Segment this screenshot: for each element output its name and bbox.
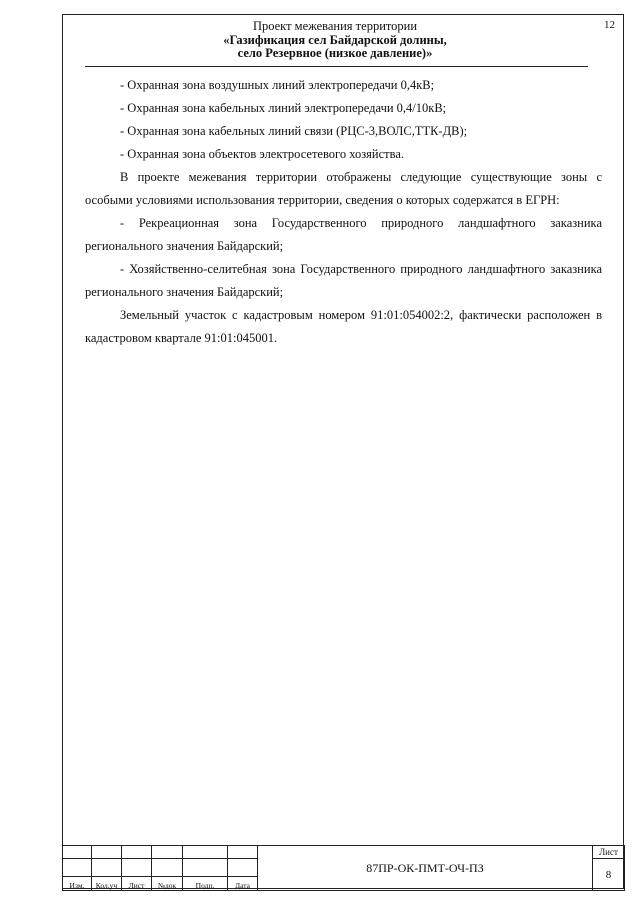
title-block-cell: [228, 846, 258, 859]
title-block-cell: [183, 859, 228, 877]
document-body: [85, 74, 602, 350]
label-count: Кол.уч: [92, 877, 122, 891]
document-code: 87ПР-ОК-ПМТ-ОЧ-ПЗ: [258, 846, 593, 891]
title-block-table: [62, 845, 625, 891]
title-block-cell: [122, 859, 152, 877]
sheet-label: Лист: [593, 846, 625, 859]
title-block-cell: [228, 859, 258, 877]
title-block-cell: [152, 859, 183, 877]
title-block-cell: [63, 846, 92, 859]
paragraph: - Охранная зона кабельных линий электропередачи 0,4/10кВ;: [120, 101, 447, 115]
title-block-cell: [122, 846, 152, 859]
label-change: Изм.: [63, 877, 92, 891]
header-line-1: Проект межевания территории: [252, 19, 418, 33]
title-block-cell: [92, 859, 122, 877]
document-header: [85, 20, 585, 61]
label-doc-number: №док: [152, 877, 183, 891]
paragraph: - Хозяйственно-селитебная зона Государственного природного ландшафтного заказника регионального значения Байдарский;: [85, 262, 602, 299]
header-line-2: «Газификация сел Байдарской долины,: [223, 32, 447, 47]
header-line-3: село Резервное (низкое давление)»: [237, 46, 433, 60]
title-block-cell: [63, 859, 92, 877]
paragraph: - Охранная зона воздушных линий электропередачи 0,4кВ;: [120, 78, 435, 92]
page-number: 12: [604, 19, 615, 31]
paragraph: - Охранная зона объектов электросетевого хозяйства.: [120, 147, 405, 161]
label-sheet: Лист: [122, 877, 152, 891]
label-date: Дата: [228, 877, 258, 891]
title-block-cell: [152, 846, 183, 859]
label-signature: Подп.: [183, 877, 228, 891]
header-divider: [85, 66, 588, 67]
title-block-cell: [183, 846, 228, 859]
title-block-cell: [92, 846, 122, 859]
paragraph: - Рекреационная зона Государственного природного ландшафтного заказника регионального значения Байдарский;: [85, 216, 602, 253]
sheet-number: 8: [593, 859, 625, 891]
title-block: [62, 845, 624, 889]
paragraph: В проекте межевания территории отображены следующие существующие зоны с особыми условиями использования территории, сведения о которых содержатся в ЕГРН:: [85, 170, 602, 207]
paragraph: Земельный участок с кадастровым номером 91:01:054002:2, фактически расположен в кадастровом квартале 91:01:045001.: [85, 308, 602, 345]
paragraph: - Охранная зона кабельных линий связи (РЦС-3,ВОЛС,ТТК-ДВ);: [120, 124, 468, 138]
